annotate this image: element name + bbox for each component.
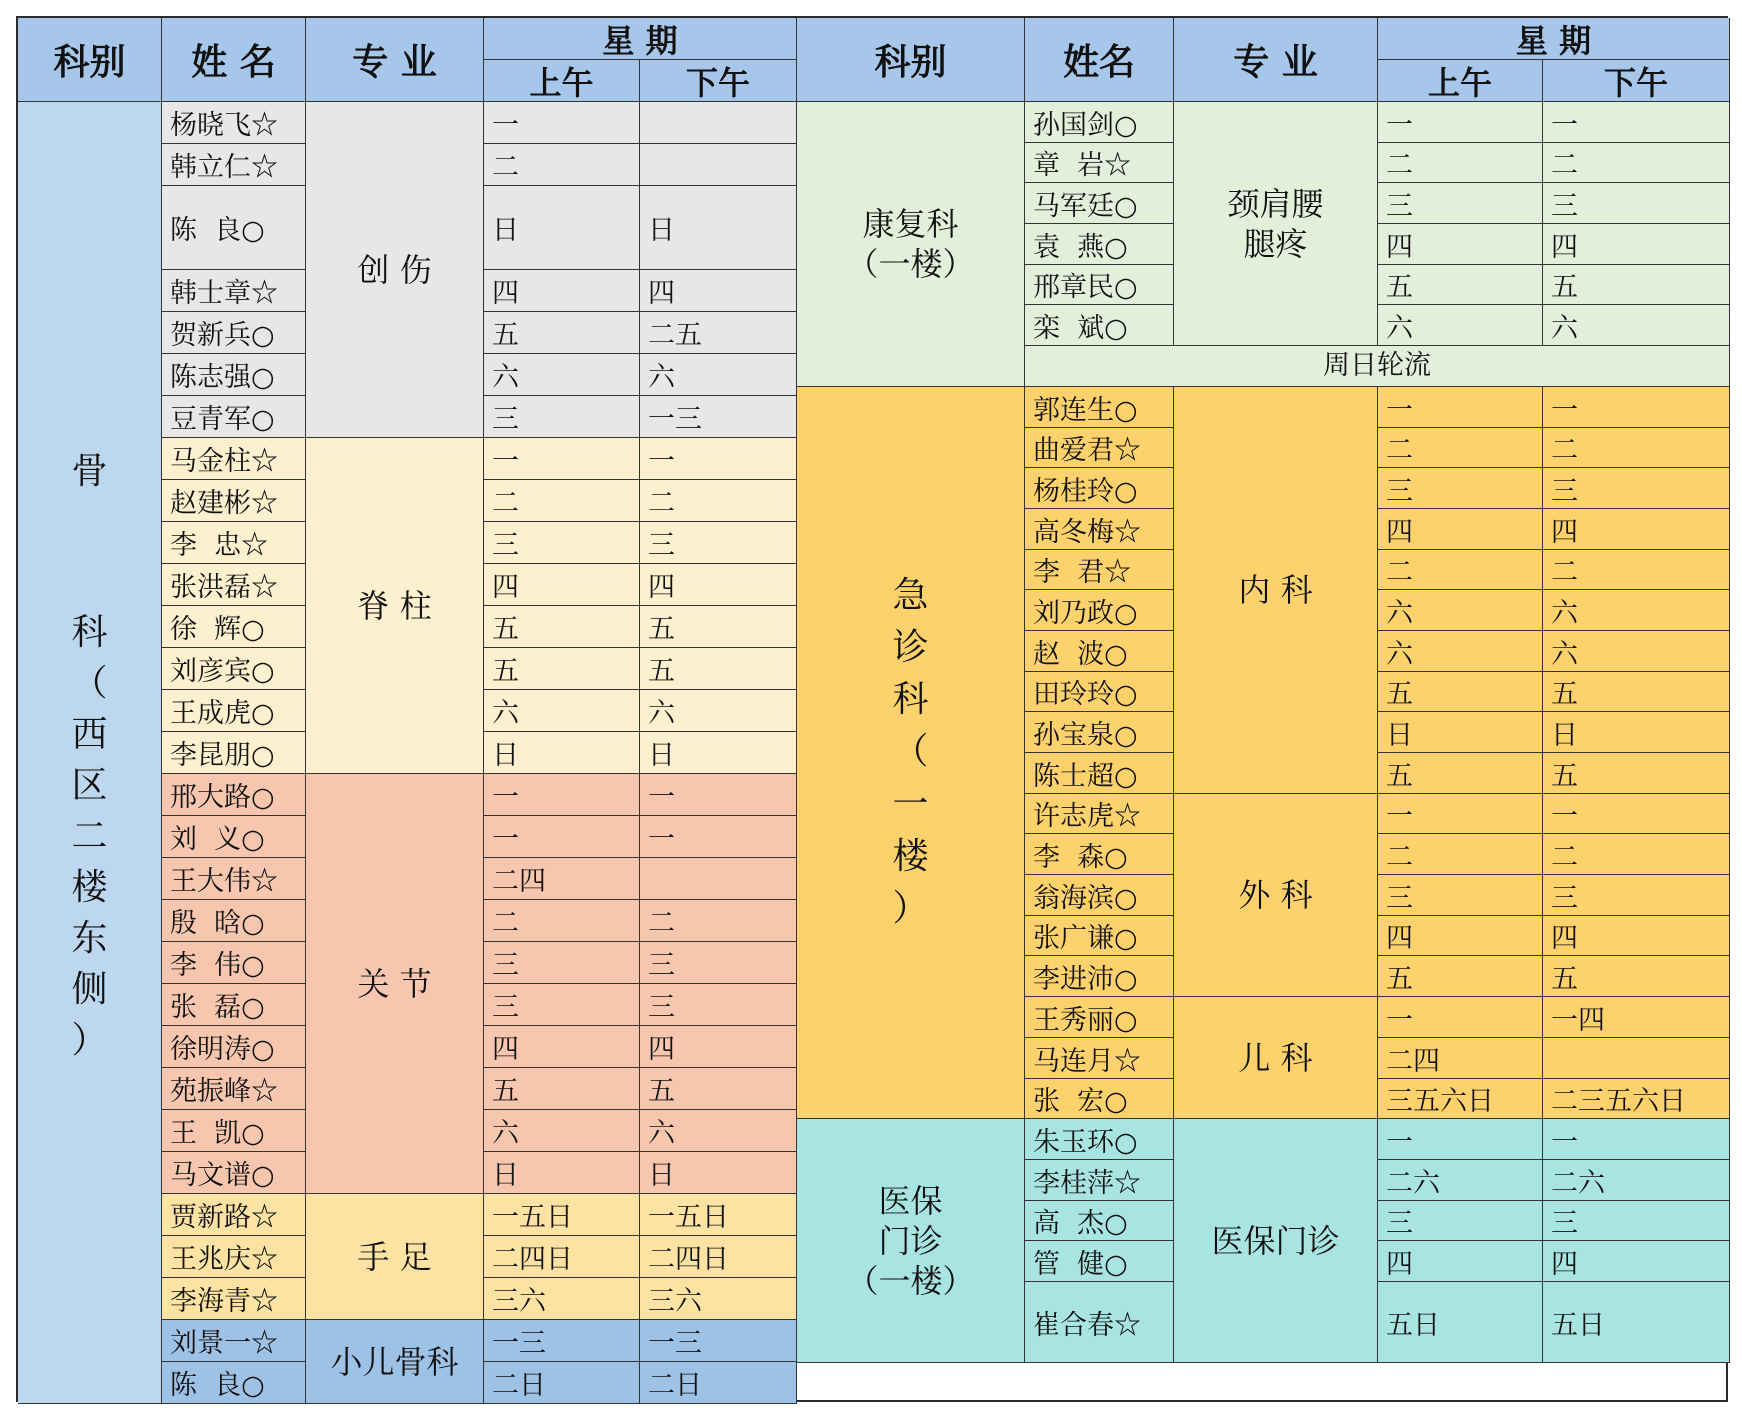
- doctor-name: 殷 晗○: [162, 900, 306, 942]
- doctor-name: 李 伟○: [162, 942, 306, 984]
- schedule-pm: 二日: [640, 1362, 797, 1404]
- doctor-name: 刘彦宾○: [162, 648, 306, 690]
- specialty-label: 小儿骨科: [306, 1320, 484, 1404]
- schedule-am: 四: [1378, 916, 1543, 956]
- schedule-pm: 一: [1543, 1119, 1730, 1160]
- doctor-name: 邢章民○: [1025, 265, 1174, 305]
- doctor-name: 张广谦○: [1025, 916, 1174, 956]
- header-pm-left: 下午: [640, 60, 797, 102]
- schedule-am: 日: [484, 1152, 640, 1194]
- schedule-pm: 五: [640, 1068, 797, 1110]
- specialty-label: 外 科: [1174, 794, 1378, 997]
- schedule-pm: 日: [640, 1152, 797, 1194]
- doctor-name: 王成虎○: [162, 690, 306, 732]
- doctor-name: 孙国剑○: [1025, 102, 1174, 143]
- header-name-right: 姓名: [1025, 18, 1174, 102]
- schedule-am: 二: [1378, 143, 1543, 183]
- header-am-right: 上午: [1378, 60, 1543, 102]
- schedule-pm: 五: [640, 606, 797, 648]
- schedule-pm: 一四: [1543, 997, 1730, 1038]
- schedule-pm: 六: [640, 1110, 797, 1152]
- doctor-name: 韩立仁☆: [162, 144, 306, 186]
- schedule-am: 二四日: [484, 1236, 640, 1278]
- doctor-name: 王兆庆☆: [162, 1236, 306, 1278]
- schedule-pm: 一: [640, 774, 797, 816]
- doctor-name: 陈士超○: [1025, 753, 1174, 794]
- doctor-name: 李海青☆: [162, 1278, 306, 1320]
- schedule-pm: 四: [1543, 1241, 1730, 1282]
- schedule-pm: 二四日: [640, 1236, 797, 1278]
- schedule-pm: 一: [1543, 102, 1730, 143]
- specialty-label: 手 足: [306, 1194, 484, 1320]
- doctor-name: 栾 斌○: [1025, 305, 1174, 346]
- schedule-pm: 五: [640, 648, 797, 690]
- schedule-am: 二六: [1378, 1160, 1543, 1201]
- doctor-name: 孙宝泉○: [1025, 712, 1174, 753]
- schedule-pm: 二六: [1543, 1160, 1730, 1201]
- schedule-am: 五: [1378, 265, 1543, 305]
- schedule-pm: 二: [1543, 428, 1730, 468]
- header-week-right: 星 期: [1378, 18, 1730, 60]
- schedule-am: 一: [484, 438, 640, 480]
- schedule-am: 五: [484, 312, 640, 354]
- header-week-left: 星 期: [484, 18, 797, 60]
- schedule-am: 一: [1378, 997, 1543, 1038]
- schedule-pm: 日: [1543, 712, 1730, 753]
- doctor-name: 李桂萍☆: [1025, 1160, 1174, 1201]
- schedule-am: 五: [484, 648, 640, 690]
- schedule-am: 三: [1378, 183, 1543, 224]
- schedule-am: 一: [1378, 387, 1543, 428]
- doctor-name: 杨桂玲○: [1025, 468, 1174, 509]
- schedule-am: 五: [484, 606, 640, 648]
- doctor-name: 管 健○: [1025, 1241, 1174, 1282]
- schedule-pm: 一: [640, 438, 797, 480]
- schedule-am: 三: [1378, 468, 1543, 509]
- specialty-label: 颈肩腰 腿疼: [1174, 102, 1378, 346]
- schedule-pm: 四: [640, 270, 797, 312]
- schedule-pm: 三: [640, 984, 797, 1026]
- schedule-pm: 五: [1543, 956, 1730, 997]
- schedule-am: 二四: [484, 858, 640, 900]
- schedule-pm: 四: [1543, 916, 1730, 956]
- schedule-am: 日: [484, 186, 640, 270]
- doctor-name: 王大伟☆: [162, 858, 306, 900]
- doctor-name: 许志虎☆: [1025, 794, 1174, 834]
- schedule-am: 二: [1378, 834, 1543, 875]
- left-department-label: 骨 科 （ 西 区 二 楼 东 侧 ）: [18, 102, 162, 1404]
- schedule-am: 五: [1378, 956, 1543, 997]
- doctor-name: 张 磊○: [162, 984, 306, 1026]
- schedule-am: 三: [484, 396, 640, 438]
- schedule-am: 五: [1378, 672, 1543, 712]
- schedule-am: 二日: [484, 1362, 640, 1404]
- specialty-label: 脊 柱: [306, 438, 484, 774]
- schedule-pm: 三: [640, 942, 797, 984]
- doctor-name: 王秀丽○: [1025, 997, 1174, 1038]
- schedule-pm: 二: [640, 900, 797, 942]
- doctor-name: 田玲玲○: [1025, 672, 1174, 712]
- doctor-name: 陈 良○: [162, 1362, 306, 1404]
- doctor-name: 苑振峰☆: [162, 1068, 306, 1110]
- schedule-pm: 六: [640, 354, 797, 396]
- doctor-name: 刘景一☆: [162, 1320, 306, 1362]
- schedule-am: 三: [484, 522, 640, 564]
- schedule-am: 二: [1378, 550, 1543, 590]
- schedule-am: 二: [484, 900, 640, 942]
- duty-schedule-table: [16, 16, 1728, 1402]
- doctor-name: 陈 良○: [162, 186, 306, 270]
- doctor-name: 王 凯○: [162, 1110, 306, 1152]
- schedule-pm: 五: [1543, 265, 1730, 305]
- schedule-pm: 二: [1543, 834, 1730, 875]
- schedule-am: 四: [484, 270, 640, 312]
- doctor-name: 马连月☆: [1025, 1038, 1174, 1079]
- specialty-label: 医保门诊: [1174, 1119, 1378, 1363]
- header-spec-left: 专 业: [306, 18, 484, 102]
- schedule-pm: 二五: [640, 312, 797, 354]
- doctor-name: 赵建彬☆: [162, 480, 306, 522]
- header-spec-right: 专 业: [1174, 18, 1378, 102]
- doctor-name: 张 宏○: [1025, 1079, 1174, 1119]
- header-pm-right: 下午: [1543, 60, 1730, 102]
- schedule-pm: 五: [1543, 672, 1730, 712]
- schedule-am: 一五日: [484, 1194, 640, 1236]
- schedule-am: 日: [484, 732, 640, 774]
- schedule-pm: 四: [640, 1026, 797, 1068]
- schedule-am: 五日: [1378, 1282, 1543, 1363]
- doctor-name: 朱玉环○: [1025, 1119, 1174, 1160]
- schedule-pm: 一三: [640, 396, 797, 438]
- doctor-name: 陈志强○: [162, 354, 306, 396]
- schedule-am: 六: [1378, 631, 1543, 672]
- doctor-name: 章 岩☆: [1025, 143, 1174, 183]
- schedule-am: 四: [1378, 1241, 1543, 1282]
- schedule-pm: 三: [1543, 183, 1730, 224]
- schedule-am: 一: [484, 816, 640, 858]
- schedule-pm: 二三五六日: [1543, 1079, 1730, 1119]
- doctor-name: 韩士章☆: [162, 270, 306, 312]
- dept-emergency-label: 急 诊 科 （ 一 楼 ）: [797, 387, 1025, 1119]
- doctor-name: 曲爱君☆: [1025, 428, 1174, 468]
- schedule-am: 一: [1378, 794, 1543, 834]
- doctor-name: 刘乃政○: [1025, 590, 1174, 631]
- schedule-am: 四: [484, 1026, 640, 1068]
- doctor-name: 贺新兵○: [162, 312, 306, 354]
- doctor-name: 翁海滨○: [1025, 875, 1174, 916]
- doctor-name: 贾新路☆: [162, 1194, 306, 1236]
- schedule-pm: 五: [1543, 753, 1730, 794]
- schedule-pm: 二: [640, 480, 797, 522]
- schedule-pm: [640, 102, 797, 144]
- doctor-name: 徐明涛○: [162, 1026, 306, 1068]
- schedule-am: 一: [1378, 102, 1543, 143]
- schedule-pm: 二: [1543, 143, 1730, 183]
- doctor-name: 高 杰○: [1025, 1201, 1174, 1241]
- doctor-name: 杨晓飞☆: [162, 102, 306, 144]
- schedule-am: 三: [1378, 875, 1543, 916]
- schedule-pm: 三: [640, 522, 797, 564]
- schedule-am: 一: [484, 102, 640, 144]
- schedule-pm: 三: [1543, 875, 1730, 916]
- schedule-pm: 五日: [1543, 1282, 1730, 1363]
- doctor-name: 李 忠☆: [162, 522, 306, 564]
- doctor-name: 李 君☆: [1025, 550, 1174, 590]
- dept-rehab-label: 康复科 （一楼）: [797, 102, 1025, 387]
- schedule-am: 三: [1378, 1201, 1543, 1241]
- schedule-am: 一: [484, 774, 640, 816]
- schedule-pm: 四: [1543, 224, 1730, 265]
- schedule-pm: [640, 858, 797, 900]
- schedule-am: 二: [484, 480, 640, 522]
- specialty-label: 创 伤: [306, 102, 484, 438]
- schedule-pm: 三: [1543, 1201, 1730, 1241]
- schedule-am: 二: [484, 144, 640, 186]
- doctor-name: 李进沛○: [1025, 956, 1174, 997]
- schedule-pm: 日: [640, 186, 797, 270]
- schedule-am: 三: [484, 984, 640, 1026]
- dept-insurance-label: 医保 门诊 （一楼）: [797, 1119, 1025, 1363]
- schedule-am: 日: [1378, 712, 1543, 753]
- schedule-pm: 一: [640, 816, 797, 858]
- schedule-pm: 六: [1543, 305, 1730, 346]
- schedule-pm: [640, 144, 797, 186]
- schedule-am: 四: [484, 564, 640, 606]
- schedule-am: 六: [484, 354, 640, 396]
- schedule-am: 六: [1378, 590, 1543, 631]
- schedule-am: 三六: [484, 1278, 640, 1320]
- header-am-left: 上午: [484, 60, 640, 102]
- doctor-name: 李昆朋○: [162, 732, 306, 774]
- schedule-am: 六: [484, 1110, 640, 1152]
- schedule-pm: 四: [1543, 509, 1730, 550]
- doctor-name: 崔合春☆: [1025, 1282, 1174, 1363]
- schedule-pm: 日: [640, 732, 797, 774]
- schedule-pm: [1543, 1038, 1730, 1079]
- schedule-am: 五: [484, 1068, 640, 1110]
- doctor-name: 马金柱☆: [162, 438, 306, 480]
- schedule-pm: 六: [1543, 590, 1730, 631]
- header-dept-left: 科别: [18, 18, 162, 102]
- schedule-pm: 三: [1543, 468, 1730, 509]
- doctor-name: 徐 辉○: [162, 606, 306, 648]
- schedule-am: 六: [1378, 305, 1543, 346]
- schedule-pm: 六: [640, 690, 797, 732]
- schedule-pm: 六: [1543, 631, 1730, 672]
- schedule-am: 一三: [484, 1320, 640, 1362]
- doctor-name: 赵 波○: [1025, 631, 1174, 672]
- doctor-name: 郭连生○: [1025, 387, 1174, 428]
- header-dept-right: 科别: [797, 18, 1025, 102]
- doctor-name: 袁 燕○: [1025, 224, 1174, 265]
- specialty-label: 关 节: [306, 774, 484, 1194]
- doctor-name: 马文谱○: [162, 1152, 306, 1194]
- doctor-name: 高冬梅☆: [1025, 509, 1174, 550]
- schedule-am: 五: [1378, 753, 1543, 794]
- schedule-am: 三: [484, 942, 640, 984]
- schedule-pm: 一: [1543, 794, 1730, 834]
- schedule-am: 一: [1378, 1119, 1543, 1160]
- schedule-pm: 四: [640, 564, 797, 606]
- schedule-pm: 一五日: [640, 1194, 797, 1236]
- schedule-am: 二: [1378, 428, 1543, 468]
- schedule-am: 四: [1378, 509, 1543, 550]
- doctor-name: 豆青军○: [162, 396, 306, 438]
- doctor-name: 刘 义○: [162, 816, 306, 858]
- header-name-left: 姓 名: [162, 18, 306, 102]
- schedule-am: 二四: [1378, 1038, 1543, 1079]
- schedule-am: 四: [1378, 224, 1543, 265]
- schedule-pm: 三六: [640, 1278, 797, 1320]
- schedule-am: 六: [484, 690, 640, 732]
- schedule-pm: 二: [1543, 550, 1730, 590]
- specialty-label: 儿 科: [1174, 997, 1378, 1119]
- schedule-pm: 一: [1543, 387, 1730, 428]
- doctor-name: 邢大路○: [162, 774, 306, 816]
- specialty-label: 内 科: [1174, 387, 1378, 794]
- schedule-pm: 一三: [640, 1320, 797, 1362]
- sunday-rotation-label: 周日轮流: [1025, 346, 1730, 387]
- doctor-name: 张洪磊☆: [162, 564, 306, 606]
- doctor-name: 马军廷○: [1025, 183, 1174, 224]
- schedule-am: 三五六日: [1378, 1079, 1543, 1119]
- doctor-name: 李 森○: [1025, 834, 1174, 875]
